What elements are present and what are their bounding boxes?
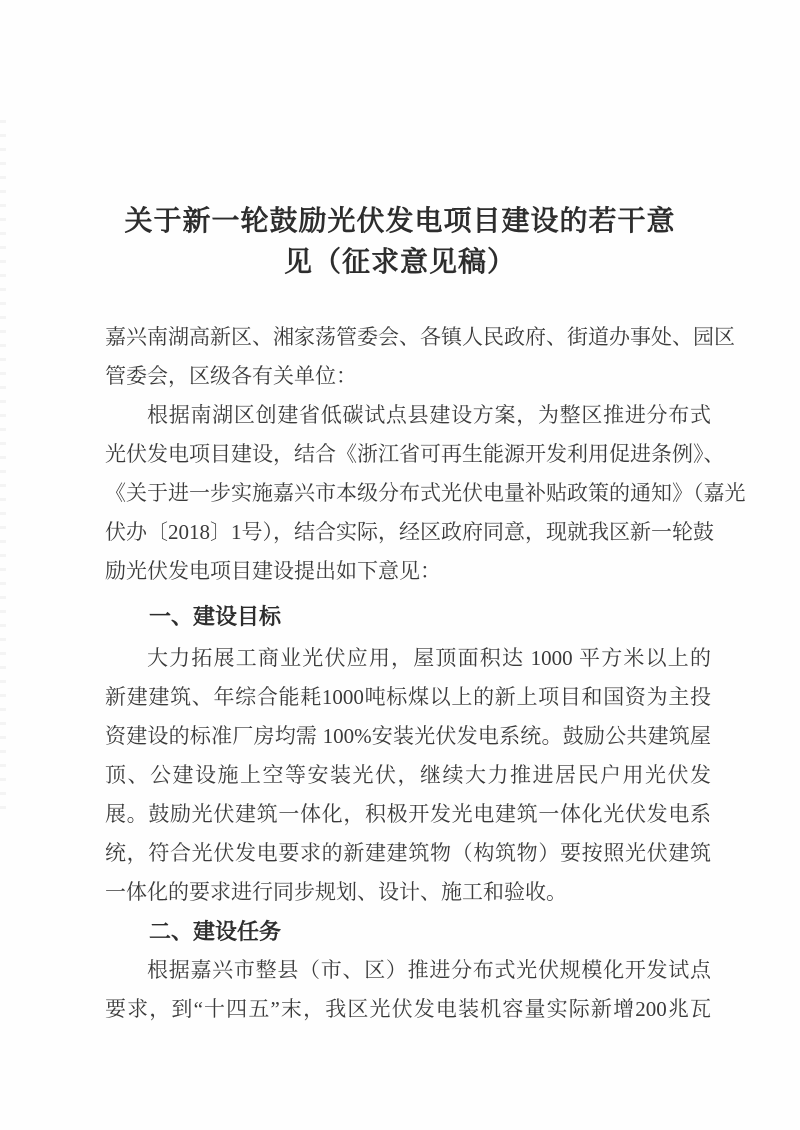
intro-line: 《关于进一步实施嘉兴市本级分布式光伏电量补贴政策的通知》（嘉光: [105, 481, 746, 505]
salutation-line: 管委会，区级各有关单位：: [105, 364, 357, 388]
salutation-line: 嘉兴南湖高新区、湘家荡管委会、各镇人民政府、街道办事处、园区: [105, 325, 735, 349]
intro-line: 光伏发电项目建设，结合《浙江省可再生能源开发利用促进条例》、: [105, 442, 725, 466]
section1-line: 大力拓展工商业光伏应用，屋顶面积达 1000 平方米以上的: [147, 646, 711, 670]
section1-line: 展。鼓励光伏建筑一体化，积极开发光电建筑一体化光伏发电系: [105, 802, 711, 826]
section1-line: 一体化的要求进行同步规划、设计、施工和验收。: [105, 880, 567, 904]
section2-line: 根据嘉兴市整县（市、区）推进分布式光伏规模化开发试点: [147, 958, 711, 982]
section1-line: 资建设的标准厂房均需 100%安装光伏发电系统。鼓励公共建筑屋: [105, 724, 711, 748]
document-body: [105, 318, 746, 1029]
section1-line: 顶、公建设施上空等安装光伏，继续大力推进居民户用光伏发: [105, 763, 711, 787]
section1-line: 统，符合光伏发电要求的新建建筑物（构筑物）要按照光伏建筑: [105, 841, 711, 865]
title-line-1: 关于新一轮鼓励光伏发电项目建设的若干意: [124, 205, 676, 236]
intro-line: 伏办〔2018〕1号），结合实际，经区政府同意，现就我区新一轮鼓: [105, 520, 714, 544]
section1-line: 新建建筑、年综合能耗1000吨标煤以上的新上项目和国资为主投: [105, 685, 711, 709]
intro-line: 根据南湖区创建省低碳试点县建设方案，为整区推进分布式: [147, 403, 711, 427]
section2-heading: 二、建设任务: [149, 919, 282, 944]
section1-heading: 一、建设目标: [149, 604, 282, 629]
intro-line: 励光伏发电项目建设提出如下意见：: [105, 559, 441, 583]
section2-line: 要求，到“十四五”末，我区光伏发电装机容量实际新增200兆瓦: [105, 997, 711, 1021]
document-title: [100, 200, 700, 282]
title-line-2: 见（征求意见稿）: [283, 246, 516, 277]
